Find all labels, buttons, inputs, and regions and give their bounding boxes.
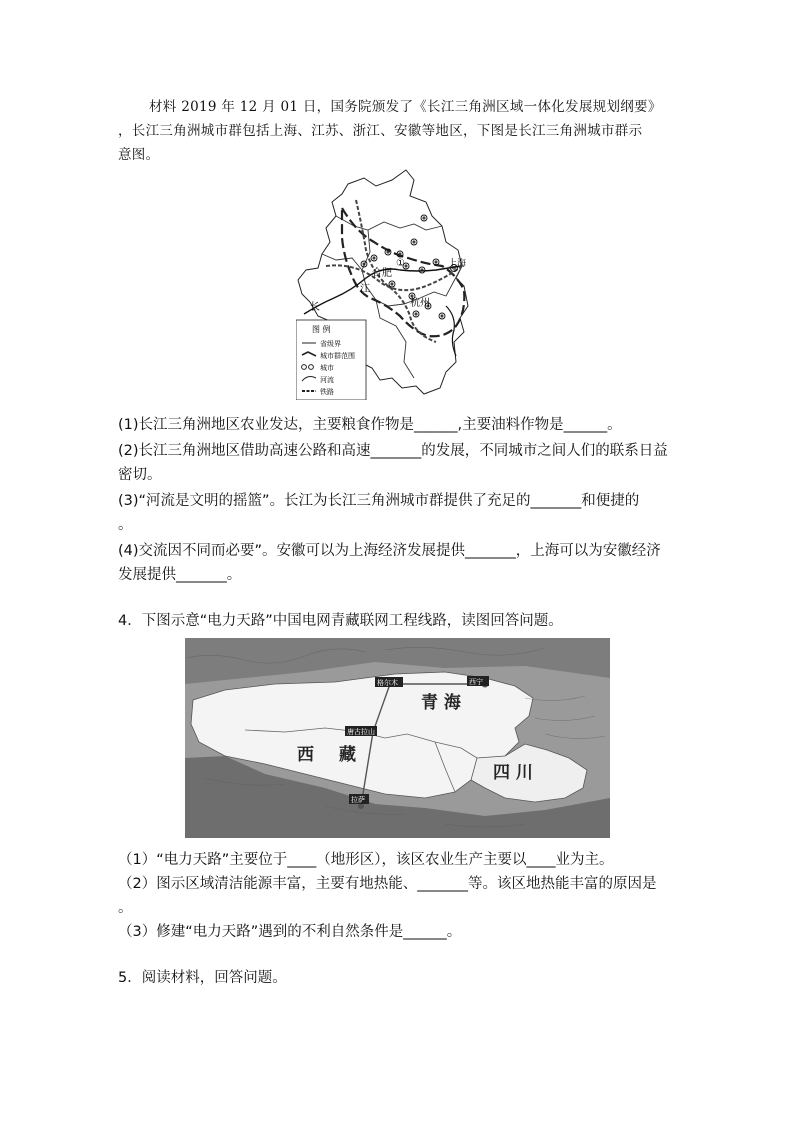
material-line-3: 意图。 (118, 147, 160, 163)
region-sichuan: 四 川 (493, 763, 533, 783)
region-qinghai: 青 海 (421, 693, 461, 713)
label-xining (467, 676, 489, 686)
q5-title: 5．阅读材料，回答问题。 (118, 970, 287, 986)
label-tanggula-text: 唐古拉山 (347, 728, 375, 736)
map1-label-circle: ① (396, 258, 405, 269)
q4-sub2-line1: （2）图示区域清洁能源丰富，主要有地热能、_______等。该区地热能丰富的原因是 (118, 876, 657, 892)
map1-label-hefei: 合肥 (372, 268, 392, 279)
legend-title: 图 例 (312, 325, 331, 334)
q3-sub2-line1: (2)长江三角洲地区借助高速公路和高速_______的发展，不同城市之间人们的联系日益 (118, 443, 668, 459)
power-sky-road-map (185, 638, 610, 838)
material-line-1: 材料 2019 年 12 月 01 日，国务院颁发了《长江三角洲区域一体化发展规划纲要》 (149, 99, 662, 115)
q4-sub1: （1）“电力天路”主要位于____（地形区），该区农业生产主要以____业为主。 (118, 852, 614, 868)
legend-item-range: 城市群范围 (320, 352, 355, 360)
q4-title: 4．下图示意“电力天路”中国电网青藏联网工程线路，读图回答问题。 (118, 613, 563, 629)
legend-item-river: 河流 (320, 376, 334, 384)
label-lasa (349, 794, 369, 804)
q4-sub2-line2: 。 (118, 900, 133, 916)
region-xi: 西 (297, 745, 314, 765)
map1-label-jiang: 江 (360, 284, 370, 295)
q3-sub4-line2: 发展提供_______。 (118, 567, 242, 583)
label-geermu-text: 格尔木 (377, 679, 398, 687)
q3-sub3-line1: (3)“河流是文明的摇篮”。长江为长江三角洲城市群提供了充足的_______和便捷的 (118, 493, 640, 509)
legend-item-city: 城市 (320, 364, 334, 372)
q3-sub3-line2: 。 (118, 517, 133, 533)
label-xining-text: 西宁 (469, 678, 483, 686)
label-tanggula (345, 726, 377, 736)
map1-label-shanghai: 上海 (448, 259, 467, 269)
map1-label-hangzhou: 杭州 (410, 298, 430, 309)
region-zang: 藏 (339, 745, 356, 765)
legend-item-province: 省级界 (320, 340, 341, 348)
legend-item-railway: 铁路 (320, 388, 334, 396)
yangtze-delta-map (296, 166, 472, 400)
map1-label-chang: 长 (310, 302, 320, 313)
q3-sub4-line1: (4)交流因不同而必要”。安徽可以为上海经济发展提供_______，上海可以为安徽经济 (118, 543, 661, 559)
label-geermu (375, 677, 403, 687)
material-line-2: ，长江三角洲城市群包括上海、江苏、浙江、安徽等地区，下图是长江三角洲城市群示 (118, 123, 643, 139)
map1-legend (296, 320, 366, 400)
q3-sub1: (1)长江三角洲地区农业发达，主要粮食作物是______,主要油料作物是______。 (118, 417, 622, 433)
q4-sub3: （3）修建“电力天路”遇到的不利自然条件是______。 (118, 924, 462, 940)
q3-sub2-line2: 密切。 (118, 467, 162, 483)
label-lasa-text: 拉萨 (351, 796, 365, 804)
